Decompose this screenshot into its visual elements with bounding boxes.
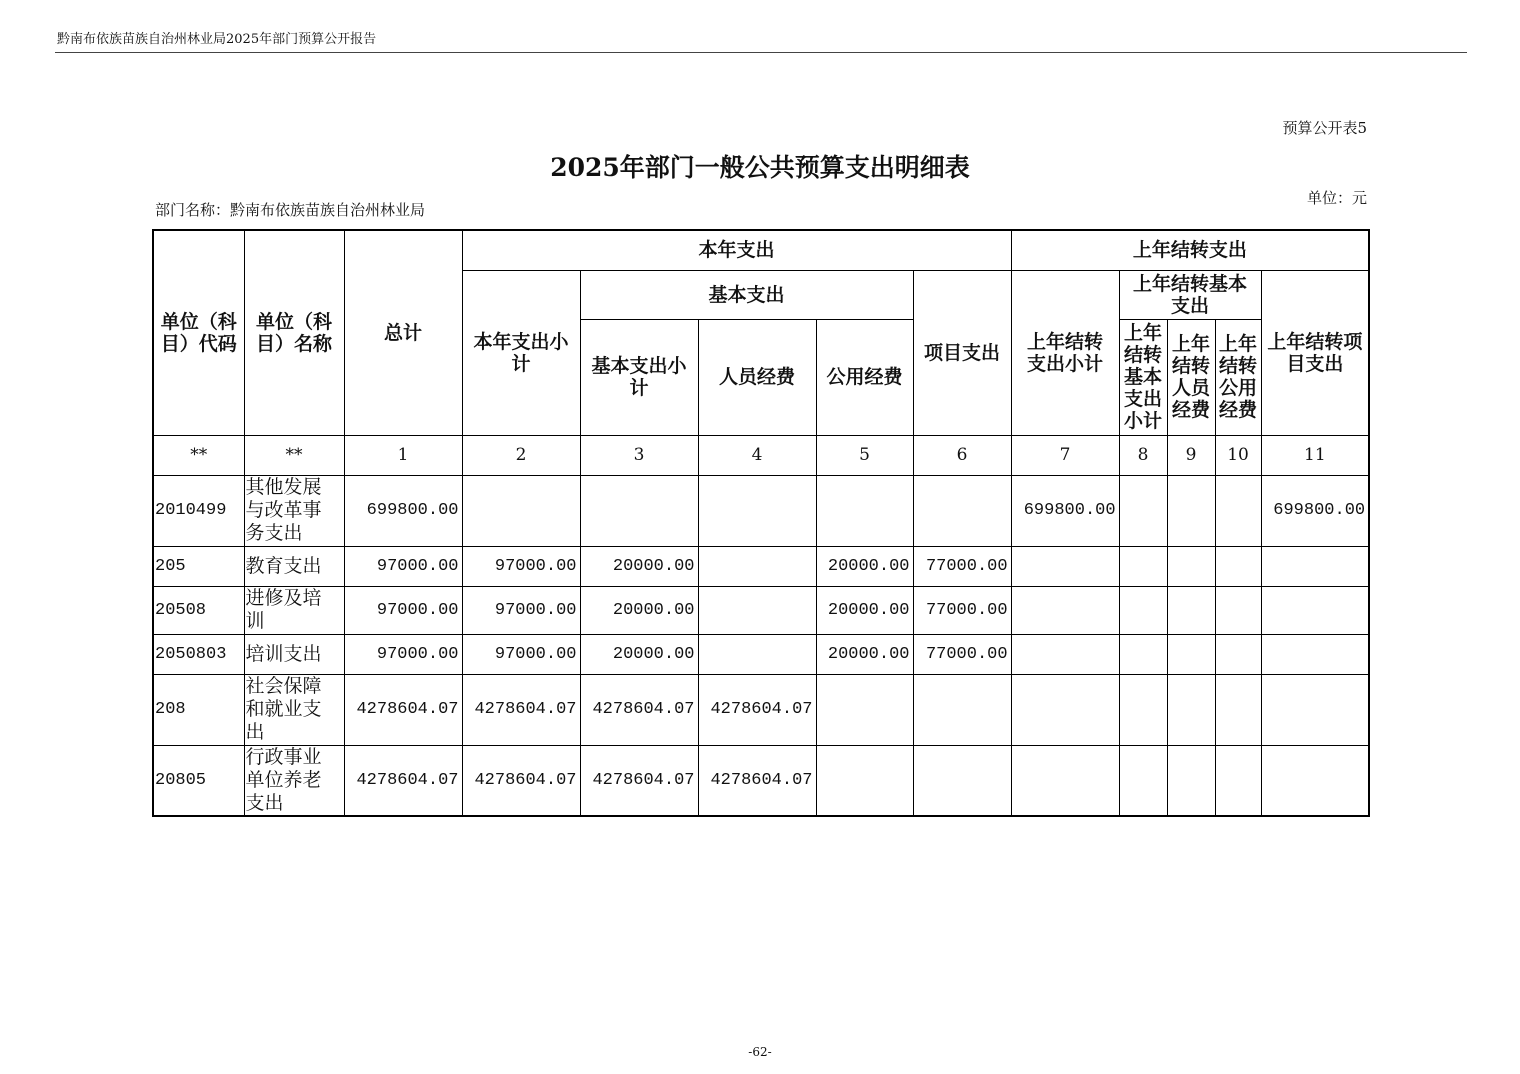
cell-carryover-project xyxy=(1261,634,1369,674)
cell-basic-subtotal: 4278604.07 xyxy=(580,674,698,745)
index-current-subtotal: 2 xyxy=(462,435,580,475)
header-carryover: 上年结转支出 xyxy=(1011,230,1369,270)
cell-project xyxy=(913,475,1011,546)
cell-carryover-personnel xyxy=(1167,634,1215,674)
header-code xyxy=(153,230,244,435)
cell-carryover-project xyxy=(1261,745,1369,816)
page-number: -62- xyxy=(748,1045,772,1059)
cell-carryover-project: 699800.00 xyxy=(1261,475,1369,546)
cell-carryover-public xyxy=(1215,634,1261,674)
cell-project xyxy=(913,674,1011,745)
cell-carryover-basic-subtotal xyxy=(1119,475,1167,546)
header-rule xyxy=(55,52,1467,53)
cell-project: 77000.00 xyxy=(913,634,1011,674)
cell-carryover-public xyxy=(1215,586,1261,634)
cell-code: 208 xyxy=(153,674,244,745)
cell-carryover-basic-subtotal xyxy=(1119,674,1167,745)
table-row xyxy=(153,634,1369,674)
header-current-subtotal xyxy=(462,270,580,435)
cell-carryover-public xyxy=(1215,674,1261,745)
header-carryover-personnel xyxy=(1167,319,1215,435)
unit-label: 单位：元 xyxy=(1306,189,1367,207)
cell-carryover-subtotal xyxy=(1011,546,1119,586)
cell-current-subtotal: 97000.00 xyxy=(462,546,580,586)
cell-name-text: 进修及培训 xyxy=(245,587,322,632)
cell-code: 2050803 xyxy=(153,634,244,674)
cell-carryover-public xyxy=(1215,475,1261,546)
cell-carryover-subtotal xyxy=(1011,745,1119,816)
cell-code: 2010499 xyxy=(153,475,244,546)
header-carryover-public xyxy=(1215,319,1261,435)
header-code-label: 单位（科目）代码 xyxy=(160,310,237,355)
cell-carryover-project xyxy=(1261,674,1369,745)
cell-total: 4278604.07 xyxy=(344,674,462,745)
cell-carryover-subtotal: 699800.00 xyxy=(1011,475,1119,546)
index-carryover-personnel: 9 xyxy=(1167,435,1215,475)
cell-carryover-project xyxy=(1261,546,1369,586)
cell-current-subtotal: 4278604.07 xyxy=(462,745,580,816)
budget-table xyxy=(152,229,1370,817)
table-body xyxy=(153,435,1369,816)
cell-current-subtotal xyxy=(462,475,580,546)
header-carryover-basic xyxy=(1119,270,1261,319)
index-basic-subtotal: 3 xyxy=(580,435,698,475)
cell-carryover-basic-subtotal xyxy=(1119,634,1167,674)
cell-carryover-personnel xyxy=(1167,586,1215,634)
header-carryover-basic-subtotal-label: 上年结转基本支出小计 xyxy=(1124,322,1163,432)
header-carryover-public-label: 上年结转公用经费 xyxy=(1219,333,1258,421)
cell-personnel xyxy=(698,546,816,586)
cell-total: 97000.00 xyxy=(344,586,462,634)
cell-total: 97000.00 xyxy=(344,546,462,586)
cell-carryover-project xyxy=(1261,586,1369,634)
index-carryover-basic-subtotal: 8 xyxy=(1119,435,1167,475)
cell-total: 4278604.07 xyxy=(344,745,462,816)
header-row-1 xyxy=(153,230,1369,270)
index-project: 6 xyxy=(913,435,1011,475)
header-carryover-basic-subtotal xyxy=(1119,319,1167,435)
cell-carryover-personnel xyxy=(1167,475,1215,546)
department-name: 部门名称：黔南布依族苗族自治州林业局 xyxy=(155,201,426,219)
cell-carryover-basic-subtotal xyxy=(1119,745,1167,816)
index-total: 1 xyxy=(344,435,462,475)
cell-project xyxy=(913,745,1011,816)
cell-name-text: 培训支出 xyxy=(245,642,322,665)
cell-public: 20000.00 xyxy=(816,546,913,586)
cell-current-subtotal: 4278604.07 xyxy=(462,674,580,745)
cell-basic-subtotal: 20000.00 xyxy=(580,546,698,586)
cell-carryover-subtotal xyxy=(1011,674,1119,745)
header-current-year: 本年支出 xyxy=(462,230,1011,270)
cell-carryover-subtotal xyxy=(1011,586,1119,634)
header-name xyxy=(244,230,344,435)
cell-name-text: 其他发展与改革事务支出 xyxy=(245,476,322,544)
cell-current-subtotal: 97000.00 xyxy=(462,586,580,634)
cell-total: 699800.00 xyxy=(344,475,462,546)
cell-public: 20000.00 xyxy=(816,634,913,674)
index-carryover-public: 10 xyxy=(1215,435,1261,475)
cell-public xyxy=(816,475,913,546)
cell-carryover-basic-subtotal xyxy=(1119,586,1167,634)
running-header: 黔南布依族苗族自治州林业局2025年部门预算公开报告 xyxy=(57,32,377,47)
table-row xyxy=(153,586,1369,634)
cell-name xyxy=(244,745,344,816)
page-title: 2025年部门一般公共预算支出明细表 xyxy=(550,153,970,182)
index-carryover-subtotal: 7 xyxy=(1011,435,1119,475)
cell-project: 77000.00 xyxy=(913,586,1011,634)
cell-public xyxy=(816,674,913,745)
cell-code: 20805 xyxy=(153,745,244,816)
cell-name-text: 教育支出 xyxy=(245,554,322,577)
header-carryover-personnel-label: 上年结转人员经费 xyxy=(1172,333,1211,421)
cell-public: 20000.00 xyxy=(816,586,913,634)
cell-name xyxy=(244,674,344,745)
header-personnel: 人员经费 xyxy=(698,319,816,435)
cell-basic-subtotal: 20000.00 xyxy=(580,634,698,674)
cell-carryover-personnel xyxy=(1167,546,1215,586)
cell-personnel: 4278604.07 xyxy=(698,745,816,816)
cell-name xyxy=(244,634,344,674)
cell-carryover-public xyxy=(1215,745,1261,816)
index-row xyxy=(153,435,1369,475)
header-basic: 基本支出 xyxy=(580,270,913,319)
table-number: 预算公开表5 xyxy=(1282,119,1367,137)
cell-personnel: 4278604.07 xyxy=(698,674,816,745)
cell-basic-subtotal: 20000.00 xyxy=(580,586,698,634)
table-row xyxy=(153,546,1369,586)
cell-name-text: 行政事业单位养老支出 xyxy=(245,745,322,814)
header-public: 公用经费 xyxy=(816,319,913,435)
table-row xyxy=(153,674,1369,745)
header-carryover-subtotal xyxy=(1011,270,1119,435)
index-public: 5 xyxy=(816,435,913,475)
table-row xyxy=(153,475,1369,546)
cell-personnel xyxy=(698,586,816,634)
cell-current-subtotal: 97000.00 xyxy=(462,634,580,674)
header-total: 总计 xyxy=(344,230,462,435)
header-name-label: 单位（科目）名称 xyxy=(255,310,332,355)
cell-name xyxy=(244,475,344,546)
header-carryover-project-label: 上年结转项目支出 xyxy=(1267,330,1363,375)
header-carryover-project xyxy=(1261,270,1369,435)
cell-code: 20508 xyxy=(153,586,244,634)
cell-name xyxy=(244,546,344,586)
cell-personnel xyxy=(698,475,816,546)
cell-project: 77000.00 xyxy=(913,546,1011,586)
cell-name xyxy=(244,586,344,634)
header-current-subtotal-label: 本年支出小计 xyxy=(473,330,569,375)
cell-carryover-subtotal xyxy=(1011,634,1119,674)
index-code: ** xyxy=(153,435,244,475)
header-basic-subtotal-label: 基本支出小计 xyxy=(591,355,687,399)
cell-basic-subtotal: 4278604.07 xyxy=(580,745,698,816)
cell-total: 97000.00 xyxy=(344,634,462,674)
cell-carryover-basic-subtotal xyxy=(1119,546,1167,586)
header-carryover-subtotal-label: 上年结转支出小计 xyxy=(1027,330,1104,375)
cell-personnel xyxy=(698,634,816,674)
cell-carryover-personnel xyxy=(1167,745,1215,816)
cell-basic-subtotal xyxy=(580,475,698,546)
header-carryover-basic-label: 上年结转基本支出 xyxy=(1133,272,1248,317)
cell-carryover-public xyxy=(1215,546,1261,586)
table-row xyxy=(153,745,1369,816)
cell-code: 205 xyxy=(153,546,244,586)
index-name: ** xyxy=(244,435,344,475)
cell-carryover-personnel xyxy=(1167,674,1215,745)
header-project: 项目支出 xyxy=(913,270,1011,435)
cell-name-text: 社会保障和就业支出 xyxy=(245,675,322,743)
index-carryover-project: 11 xyxy=(1261,435,1369,475)
header-basic-subtotal xyxy=(580,319,698,435)
index-personnel: 4 xyxy=(698,435,816,475)
cell-public xyxy=(816,745,913,816)
